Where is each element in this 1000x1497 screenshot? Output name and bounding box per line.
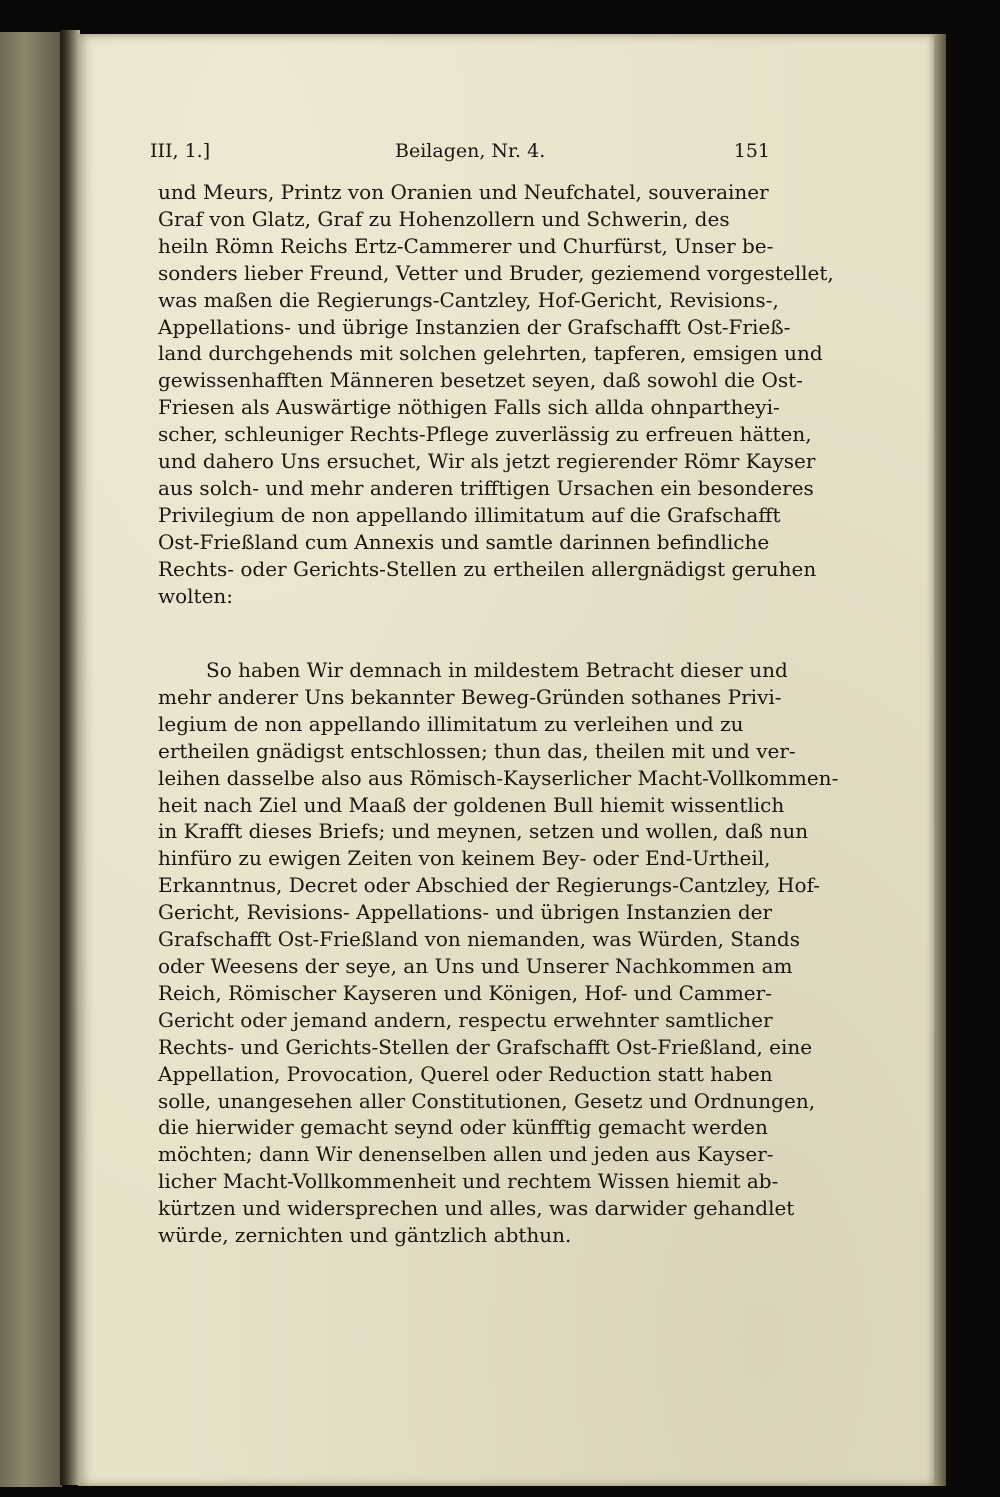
text-line: mehr anderer Uns bekannter Beweg-Gründen sothanes Privi- [158, 684, 782, 709]
text-line: oder Weesens der seye, an Uns und Unserer Nachkommen am [158, 953, 793, 978]
text-line: Graf von Glatz, Graf zu Hohenzollern und Schwerin, des [158, 206, 730, 231]
text-line: kürtzen und widersprechen und alles, was darwider gehandlet [158, 1196, 795, 1221]
previous-page-edge [0, 32, 62, 1487]
text-line: und Meurs, Printz von Oranien und Neufchatel, souverainer [158, 180, 769, 204]
book-binding [60, 30, 80, 1485]
text-line: was maßen die Regierungs-Cantzley, Hof-Gericht, Revisions-, [158, 287, 779, 312]
text-line: Appellations- und übrige Instanzien der Grafschafft Ost-Frieß- [158, 314, 791, 339]
text-line: Appellation, Provocation, Querel oder Reduction statt haben [158, 1061, 773, 1086]
text-line: solle, unangesehen aller Constitutionen, Gesetz und Ordnungen, [158, 1088, 816, 1113]
text-line: legium de non appellando illimitatum zu verleihen und zu [158, 711, 744, 736]
text-line: aus solch- und mehr anderen trifftigen Ursachen ein besonderes [158, 475, 814, 500]
text-line: land durchgehends mit solchen gelehrten, tapferen, emsigen und [158, 341, 823, 366]
text-line: Friesen als Auswärtige nöthigen Falls sich allda ohnpartheyi- [158, 395, 780, 420]
page-number: 151 [733, 140, 770, 162]
text-line: wolten: [158, 583, 234, 608]
text-line: und dahero Uns ersuchet, Wir als jetzt regierender Römr Kayser [158, 449, 816, 474]
text-line: Rechts- oder Gerichts-Stellen zu ertheilen allergnädigst geruhen [158, 556, 817, 581]
text-line: Erkanntnus, Decret oder Abschied der Regierungs-Cantzley, Hof- [158, 873, 821, 898]
text-line: Privilegium de non appellando illimitatum auf die Grafschafft [158, 502, 781, 527]
text-line: sonders lieber Freund, Vetter und Bruder, geziemend vorgestellet, [158, 260, 834, 285]
running-header [150, 140, 770, 170]
text-line: scher, schleuniger Rechts-Pflege zuverlässig zu erfreuen hätten, [158, 422, 812, 447]
text-line: gewissenhafften Männeren besetzet seyen, daß sowohl die Ost- [158, 368, 803, 393]
paragraph-1 [158, 179, 834, 610]
text-line: würde, zernichten und gäntzlich abthun. [158, 1223, 572, 1248]
text-line: hinfüro zu ewigen Zeiten von keinem Bey- oder End-Urtheil, [158, 846, 771, 871]
text-line: So haben Wir demnach in mildestem Betracht dieser und [206, 658, 788, 682]
header-title: Beilagen, Nr. 4. [395, 140, 546, 162]
text-line: heiln Römn Reichs Ertz-Cammerer und Churfürst, Unser be- [158, 233, 774, 258]
text-line: Gericht oder jemand andern, respectu erwehnter samtlicher [158, 1007, 773, 1032]
text-line: die hierwider gemacht seynd oder künfftig gemacht werden [158, 1115, 768, 1140]
text-line: möchten; dann Wir denenselben allen und jeden aus Kayser- [158, 1142, 774, 1167]
text-line: heit nach Ziel und Maaß der goldenen Bull hiemit wissentlich [158, 792, 785, 817]
text-line: licher Macht-Vollkommenheit und rechtem Wissen hiemit ab- [158, 1169, 779, 1194]
text-line: Rechts- und Gerichts-Stellen der Grafschafft Ost-Frießland, eine [158, 1034, 813, 1059]
page-edge-shadow [934, 34, 946, 1486]
text-line: Gericht, Revisions- Appellations- und übrigen Instanzien der [158, 900, 773, 925]
text-line: Grafschafft Ost-Frießland von niemanden, was Würden, Stands [158, 927, 800, 952]
text-line: leihen dasselbe also aus Römisch-Kayserlicher Macht-Vollkommen- [158, 765, 839, 790]
section-reference: III, 1.] [150, 140, 211, 162]
paragraph-2 [158, 657, 839, 1249]
text-line: in Krafft dieses Briefs; und meynen, setzen und wollen, daß nun [158, 819, 809, 844]
text-line: Reich, Römischer Kayseren und Königen, Hof- und Cammer- [158, 980, 772, 1005]
text-line: Ost-Frießland cum Annexis und samtle darinnen befindliche [158, 529, 770, 554]
text-line: ertheilen gnädigst entschlossen; thun das, theilen mit und ver- [158, 738, 796, 763]
